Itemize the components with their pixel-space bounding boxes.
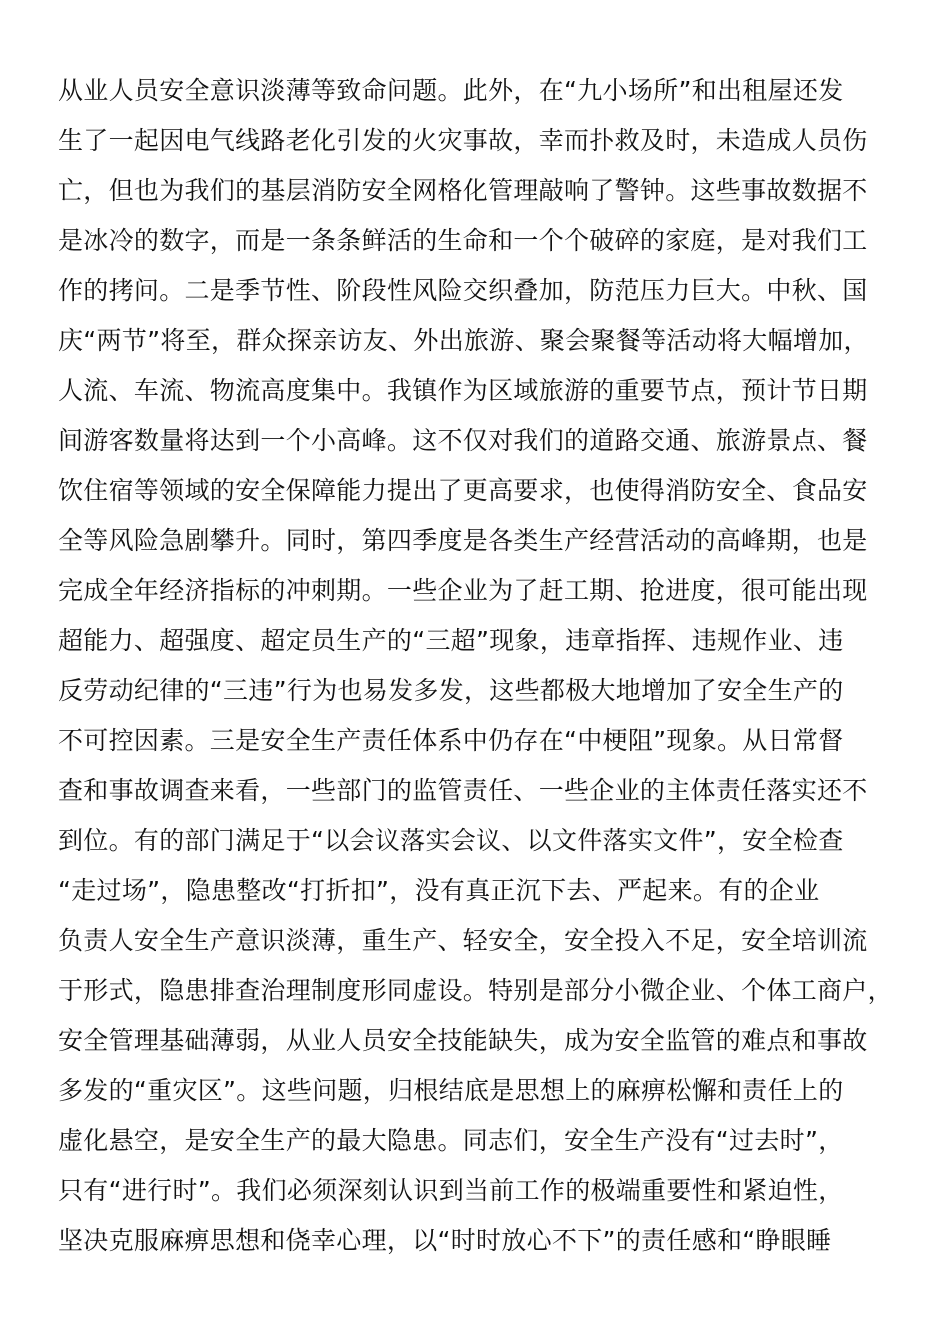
text-line: 多发的“重灾区”。这些问题，归根结底是思想上的麻痹松懈和责任上的	[58, 1076, 844, 1105]
text-line: “走过场”，隐患整改“打折扣”，没有真正沉下去、严起来。有的企业	[58, 876, 820, 905]
text-line: 反劳动纪律的“三违”行为也易发多发，这些都极大地增加了安全生产的	[58, 676, 844, 705]
text-line: 于形式，隐患排查治理制度形同虚设。特别是部分小微企业、个体工商户，	[58, 976, 893, 1005]
text-line: 坚决克服麻痹思想和侥幸心理，以“时时放心不下”的责任感和“睁眼睡	[58, 1226, 832, 1255]
text-line: 负责人安全生产意识淡薄，重生产、轻安全，安全投入不足，安全培训流	[58, 926, 868, 955]
text-line: 从业人员安全意识淡薄等致命问题。此外，在“九小场所”和出租屋还发	[58, 76, 844, 105]
text-line: 安全管理基础薄弱，从业人员安全技能缺失，成为安全监管的难点和事故	[58, 1026, 868, 1055]
text-line: 亡，但也为我们的基层消防安全网格化管理敲响了警钟。这些事故数据不	[58, 176, 868, 205]
text-line: 查和事故调查来看，一些部门的监管责任、一些企业的主体责任落实还不	[58, 776, 868, 805]
text-line: 到位。有的部门满足于“以会议落实会议、以文件落实文件”，安全检查	[58, 826, 844, 855]
text-line: 生了一起因电气线路老化引发的火灾事故，幸而扑救及时，未造成人员伤	[58, 126, 868, 155]
text-line: 只有“进行时”。我们必须深刻认识到当前工作的极端重要性和紧迫性，	[58, 1176, 844, 1205]
text-line: 是冰冷的数字，而是一条条鲜活的生命和一个个破碎的家庭，是对我们工	[58, 226, 868, 255]
body-text	[58, 66, 894, 1266]
text-line: 作的拷问。二是季节性、阶段性风险交织叠加，防范压力巨大。中秋、国	[58, 276, 868, 305]
text-line: 间游客数量将达到一个小高峰。这不仅对我们的道路交通、旅游景点、餐	[58, 426, 868, 455]
text-line: 虚化悬空，是安全生产的最大隐患。同志们，安全生产没有“过去时”，	[58, 1126, 844, 1155]
text-line: 人流、车流、物流高度集中。我镇作为区域旅游的重要节点，预计节日期	[58, 376, 868, 405]
text-line: 庆“两节”将至，群众探亲访友、外出旅游、聚会聚餐等活动将大幅增加，	[58, 326, 869, 355]
text-line: 超能力、超强度、超定员生产的“三超”现象，违章指挥、违规作业、违	[58, 626, 844, 655]
text-line: 饮住宿等领域的安全保障能力提出了更高要求，也使得消防安全、食品安	[58, 476, 868, 505]
text-line: 全等风险急剧攀升。同时，第四季度是各类生产经营活动的高峰期，也是	[58, 526, 868, 555]
text-line: 完成全年经济指标的冲刺期。一些企业为了赶工期、抢进度，很可能出现	[58, 576, 868, 605]
text-line: 不可控因素。三是安全生产责任体系中仍存在“中梗阻”现象。从日常督	[58, 726, 844, 755]
